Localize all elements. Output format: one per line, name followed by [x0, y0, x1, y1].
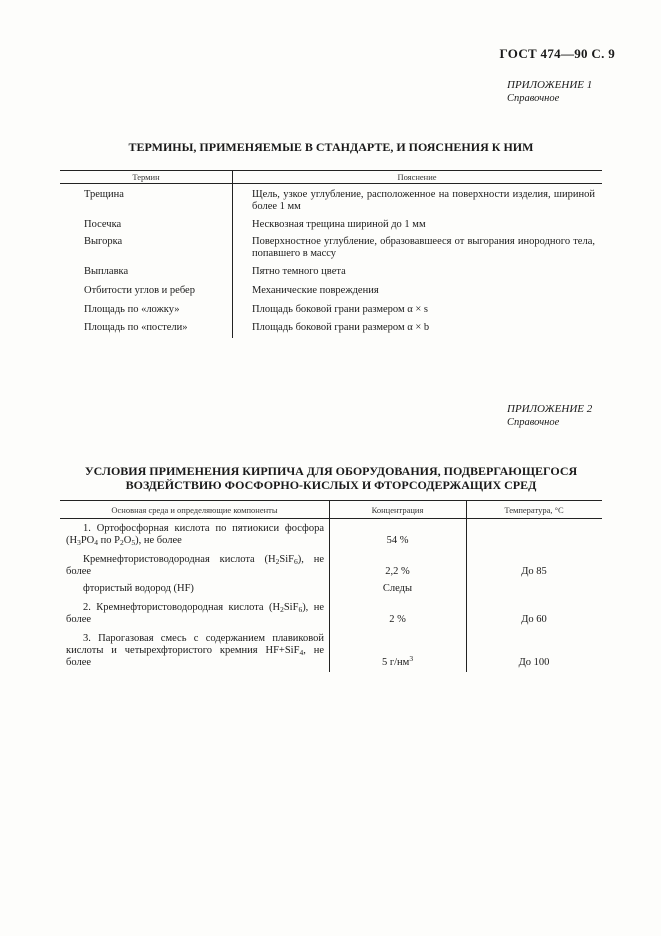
temp-cell: До 60 [521, 614, 547, 625]
term-cell: Выгорка [84, 236, 123, 247]
media-col-medium: Основная среда и определяющие компоненты [111, 505, 278, 515]
appendix2-label: ПРИЛОЖЕНИЕ 2 [507, 403, 593, 415]
appendix1-title: ТЕРМИНЫ, ПРИМЕНЯЕМЫЕ В СТАНДАРТЕ, И ПОЯСНЕНИЯ К НИМ [128, 140, 534, 154]
medium-cell: 3. Парогазовая смесь с содержанием плавиковой кислоты и четырехфтористого кремния HF+SiF$_4$, не более [66, 633, 324, 668]
desc-cell: Поверхностное углубление, образовавшееся от выгорания инородного тела, попавшего в массу [252, 236, 595, 259]
terms-col-term: Термин [132, 172, 160, 182]
desc-cell: Механические повреждения [252, 285, 379, 296]
terms-table-col-divider [232, 170, 233, 338]
term-cell: Площадь по «ложку» [84, 304, 180, 315]
subscript: 4 [299, 648, 304, 657]
temp-cell: До 85 [521, 566, 547, 577]
appendix2-title-line1: УСЛОВИЯ ПРИМЕНЕНИЯ КИРПИЧА ДЛЯ ОБОРУДОВАНИЯ, ПОДВЕРГАЮЩЕГОСЯ [84, 464, 578, 478]
medium-cell: Кремнефтористоводородная кислота $(H_2SiF_6)$, не более [66, 554, 324, 577]
term-cell: Площадь по «постели» [84, 322, 188, 333]
appendix2-title [60, 464, 602, 492]
conc-cell: 2 % [389, 614, 406, 625]
desc-cell: Несквозная трещина шириной до 1 мм [252, 219, 426, 230]
desc-cell: Площадь боковой грани размером α × b [252, 322, 430, 333]
desc-cell: Площадь боковой грани размером α × s [252, 304, 428, 315]
terms-col-desc: Пояснение [397, 172, 437, 182]
subscript: 2 [275, 557, 280, 566]
media-table-col-divider-2 [466, 500, 467, 672]
term-cell: Отбитости углов и ребер [84, 285, 195, 296]
term-cell: Посечка [84, 219, 122, 230]
media-table-head-rule [60, 518, 602, 519]
conc-cell: 2,2 % [385, 566, 410, 577]
subscript: 3 [77, 538, 81, 547]
medium-cell: 2. Кремнефтористоводородная кислота $(H_2SiF_6)$, не более [66, 602, 324, 625]
appendix1-label-block [507, 78, 592, 106]
desc-cell: Щель, узкое углубление, расположенное на поверхности изделия, шириной более 1 мм [252, 189, 595, 212]
conc-cell: 5 $г/нм^3$ [381, 654, 414, 668]
superscript: 3 [409, 654, 414, 663]
term-cell: Трещина [84, 189, 124, 200]
conc-cell: 54 % [386, 535, 409, 546]
subscript: 6 [298, 605, 303, 614]
temp-cell: До 100 [518, 657, 550, 668]
appendix1-label: ПРИЛОЖЕНИЕ 1 [507, 79, 593, 91]
media-col-conc: Концентрация [371, 505, 424, 515]
subscript: 2 [280, 605, 284, 614]
medium-cell: 1. Ортофосфорная кислота по пятиокиси фосфора ($H_3PO_4$ по $P_2O_5$), не более [66, 523, 324, 547]
subscript: 2 [120, 538, 124, 547]
subscript: 5 [131, 538, 136, 547]
conc-cell: Следы [382, 583, 413, 594]
term-cell: Выплавка [84, 266, 129, 277]
subscript: 6 [294, 557, 298, 566]
media-col-temp: Температура, °С [504, 505, 564, 515]
appendix2-label-block [507, 402, 592, 430]
subscript: 4 [94, 538, 99, 547]
desc-cell: Пятно темного цвета [252, 266, 346, 277]
appendix2-title-line2: ВОЗДЕЙСТВИЮ ФОСФОРНО-КИСЛЫХ И ФТОРСОДЕРЖАЩИХ СРЕД [125, 478, 537, 492]
media-table-top-rule [60, 500, 602, 501]
appendix1-kind: Справочное [507, 93, 560, 104]
terms-table-top-rule [60, 170, 602, 171]
appendix2-kind: Справочное [507, 417, 560, 428]
medium-cell: фтористый водород (HF) [83, 583, 194, 594]
page-header: ГОСТ 474—90 С. 9 [499, 46, 615, 61]
terms-table-head-rule [60, 183, 602, 184]
